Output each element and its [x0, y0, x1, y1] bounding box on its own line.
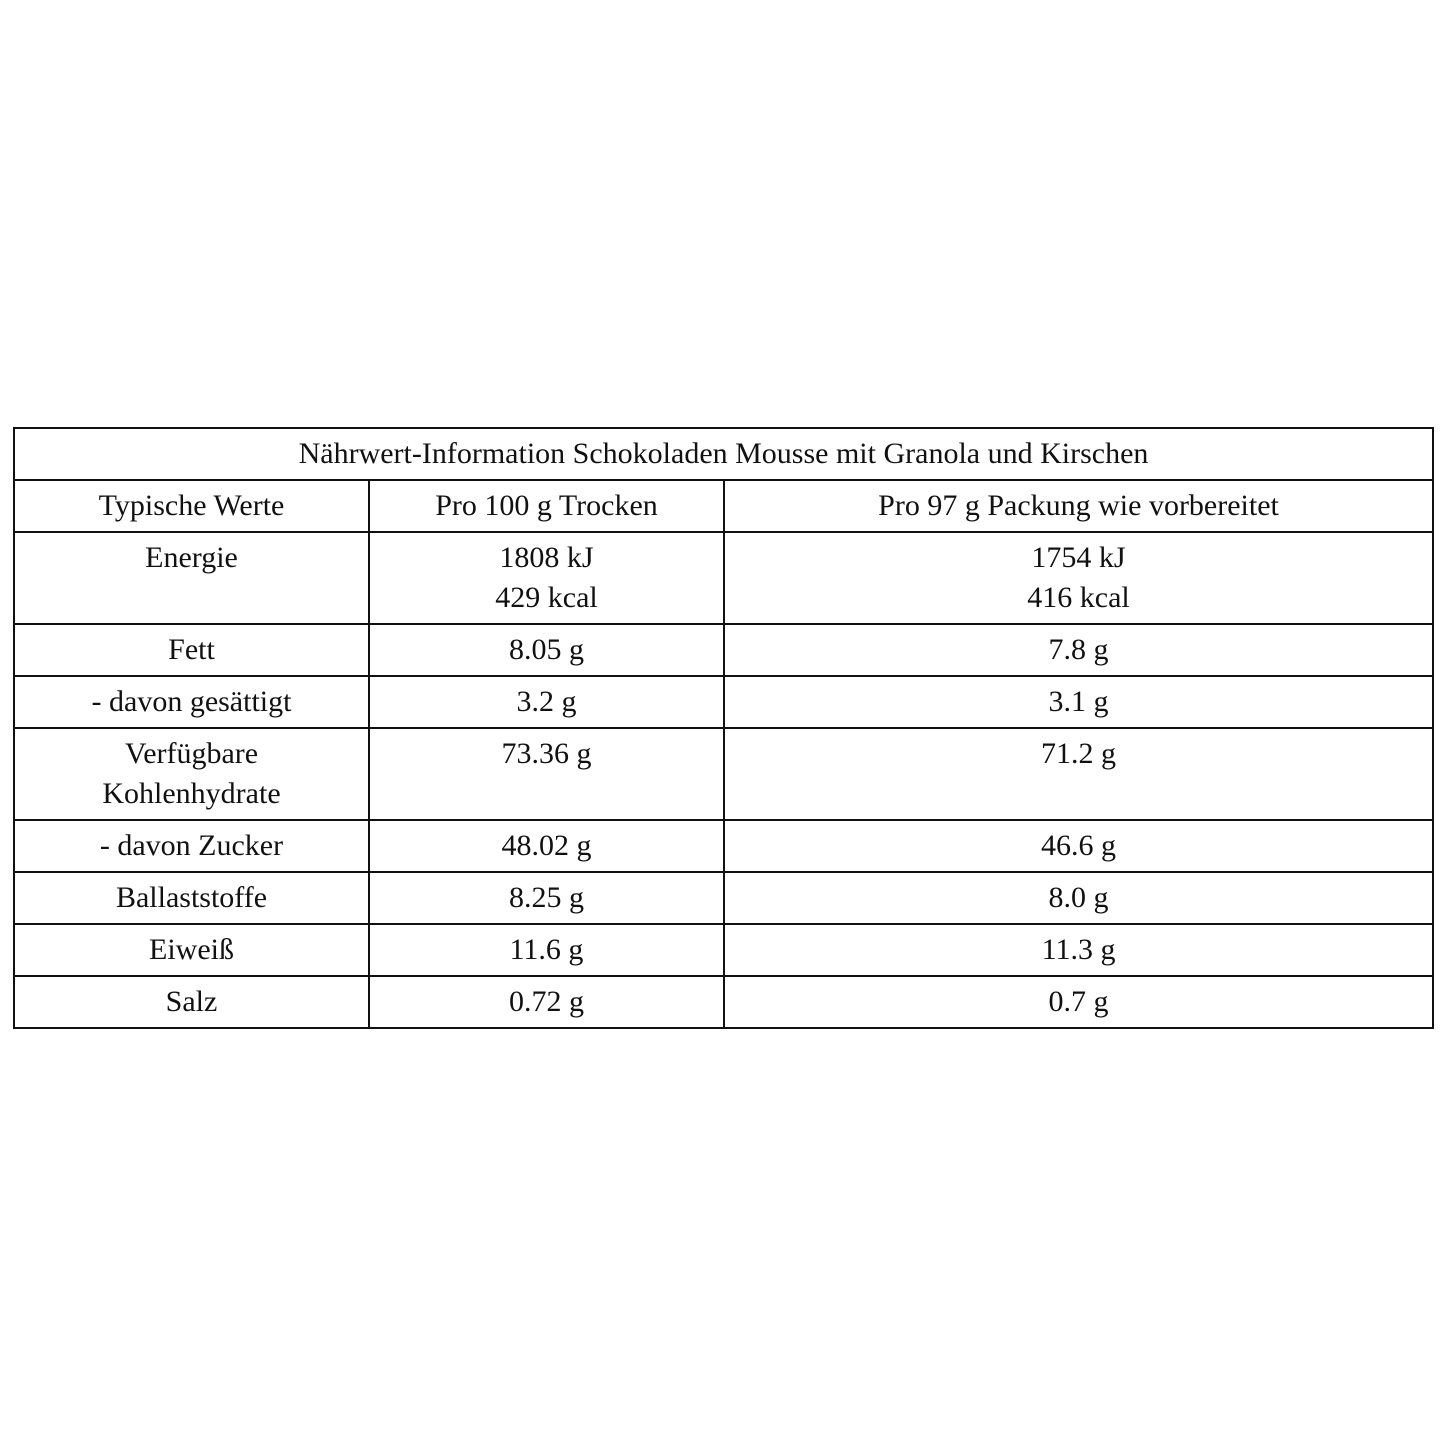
cell-energy-dry: [369, 532, 724, 624]
table-row-saturated: [14, 676, 1433, 728]
row-label-protein: Eiweiß: [14, 924, 369, 976]
cell-fat-prepared: 7.8 g: [724, 624, 1433, 676]
row-label-fibre: Ballaststoffe: [14, 872, 369, 924]
table-header-row: [14, 480, 1433, 532]
table-title-row: [14, 428, 1433, 480]
cell-fibre-dry: 8.25 g: [369, 872, 724, 924]
table-row-fibre: [14, 872, 1433, 924]
cell-energy-prepared: [724, 532, 1433, 624]
cell-saturated-prepared: 3.1 g: [724, 676, 1433, 728]
table-row-carbohydrates: [14, 728, 1433, 820]
carbohydrates-label-line2: Kohlenhydrate: [102, 777, 281, 810]
table-row-energy: [14, 532, 1433, 624]
cell-sugar-prepared: 46.6 g: [724, 820, 1433, 872]
energy-dry-kj: 1808 kJ: [499, 541, 594, 574]
row-label-fat: Fett: [14, 624, 369, 676]
header-typical-values: Typische Werte: [14, 480, 369, 532]
cell-salt-prepared: 0.7 g: [724, 976, 1433, 1028]
row-label-saturated: - davon gesättigt: [14, 676, 369, 728]
nutrition-table: [13, 427, 1434, 1029]
row-label-sugar: - davon Zucker: [14, 820, 369, 872]
cell-fibre-prepared: 8.0 g: [724, 872, 1433, 924]
cell-fat-dry: 8.05 g: [369, 624, 724, 676]
cell-saturated-dry: 3.2 g: [369, 676, 724, 728]
energy-dry-kcal: 429 kcal: [495, 581, 598, 614]
cell-protein-prepared: 11.3 g: [724, 924, 1433, 976]
cell-sugar-dry: 48.02 g: [369, 820, 724, 872]
table-row-salt: [14, 976, 1433, 1028]
row-label-salt: Salz: [14, 976, 369, 1028]
header-per-97g-prepared: Pro 97 g Packung wie vorbereitet: [724, 480, 1433, 532]
energy-prepared-kj: 1754 kJ: [1031, 541, 1126, 574]
row-label-energy: Energie: [14, 532, 369, 624]
table-row-fat: [14, 624, 1433, 676]
energy-prepared-kcal: 416 kcal: [1027, 581, 1130, 614]
cell-protein-dry: 11.6 g: [369, 924, 724, 976]
row-label-carbohydrates: [14, 728, 369, 820]
cell-carbohydrates-prepared: 71.2 g: [724, 728, 1433, 820]
header-per-100g-dry: Pro 100 g Trocken: [369, 480, 724, 532]
carbohydrates-label-line1: Verfügbare: [124, 737, 259, 770]
cell-carbohydrates-dry: 73.36 g: [369, 728, 724, 820]
table-row-sugar: [14, 820, 1433, 872]
table-row-protein: [14, 924, 1433, 976]
cell-salt-dry: 0.72 g: [369, 976, 724, 1028]
table-title: Nährwert-Information Schokoladen Mousse mit Granola und Kirschen: [14, 428, 1433, 480]
